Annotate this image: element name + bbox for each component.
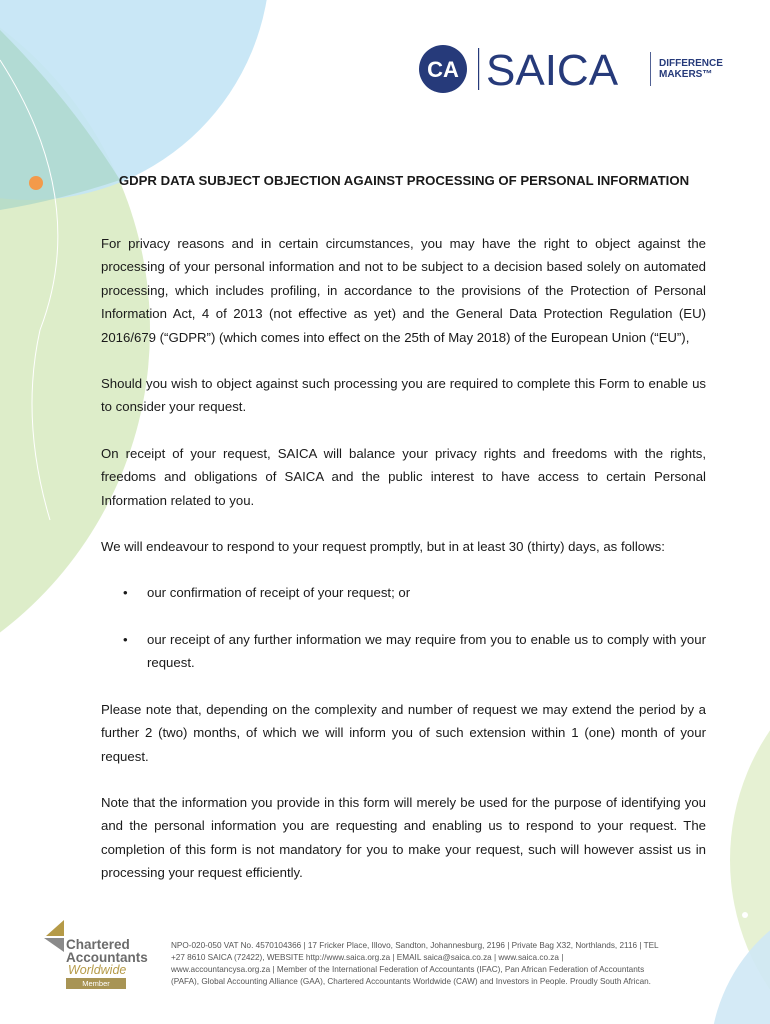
- badge-member: Member: [66, 978, 126, 989]
- list-item: [101, 581, 706, 604]
- paragraph-respond: We will endeavour to respond to your request promptly, but in at least 30 (thirty) days, as follows:: [101, 539, 665, 555]
- saica-logo: [416, 42, 736, 96]
- badge-line3: Worldwide: [68, 963, 127, 977]
- list-item: [101, 628, 706, 675]
- footer-address: NPO-020-050 VAT No. 4570104366 | 17 Fricker Place, Illovo, Sandton, Johannesburg, 2196 | Private Bag X32, Northlands, 2116 | TEL +27 8610 SAICA (72422), WEBSITE http://www.saica.org.za | EMAIL saica@saica.co.za | www.saica.co.za | www.accountancysa.org.za | Member of the International Federation of Accountants (IFAC), Pan African Federation of Accountants (PAFA), Global Accounting Alliance (GAA), Chartered Accountants Worldwide (CAW) and Investors in People. Proudly South African.: [171, 941, 659, 986]
- response-list: [101, 581, 706, 674]
- tagline-line2: MAKERS™: [659, 69, 713, 80]
- paragraph-complete-form: Should you wish to object against such processing you are required to complete this Form to enable us to consider your request.: [101, 376, 706, 415]
- tagline-line1: DIFFERENCE: [659, 58, 723, 69]
- bullet-icon: •: [123, 631, 128, 647]
- logo-monogram: CA: [427, 57, 459, 82]
- badge-line1: Chartered: [66, 937, 130, 952]
- logo-divider: [478, 48, 479, 90]
- paragraph-balance: On receipt of your request, SAICA will balance your privacy rights and freedoms with the rights, freedoms and obligations of SAICA and the public interest to have access to certain Personal Information related to you.: [101, 445, 706, 508]
- decor-dot-small: [742, 912, 748, 918]
- tagline-divider: [650, 52, 651, 86]
- document-title: GDPR DATA SUBJECT OBJECTION AGAINST PROCESSING OF PERSONAL INFORMATION: [118, 173, 690, 188]
- chartered-accountants-badge: [40, 916, 160, 990]
- document-body: [101, 232, 706, 908]
- logo-name: SAICA: [486, 46, 619, 95]
- paragraph-extension: Please note that, depending on the complexity and number of request we may extend the period by a further 2 (two) months, of which we will inform you of such extension within 1 (one) month of your request.: [101, 701, 706, 764]
- decor-orange-dot: [29, 176, 43, 190]
- bullet-icon: •: [123, 585, 128, 601]
- list-item-text: our confirmation of receipt of your request; or: [147, 585, 411, 601]
- paragraph-intro: For privacy reasons and in certain circumstances, you may have the right to object against the processing of your personal information and not to be subject to a decision based solely on automated processing, which includes profiling, in accordance to the provisions of the Protection of Personal Information Act, 4 of 2013 (not effective as yet) and the General Data Protection Regulation (EU) 2016/679 (“GDPR”) (which comes into effect on the 25th of May 2018) of the European Union (“EU”),: [101, 236, 706, 345]
- list-item-text: our receipt of any further information we may require from you to enable us to comply with your request.: [147, 631, 706, 671]
- paragraph-purpose: Note that the information you provide in this form will merely be used for the purpose of identifying you and the personal information you are requesting and enabling us to respond to your request. The completion of this form is not mandatory for you to make your request, such will however assist us in processing your request efficiently.: [101, 794, 706, 881]
- badge-line2: Accountants: [66, 950, 148, 965]
